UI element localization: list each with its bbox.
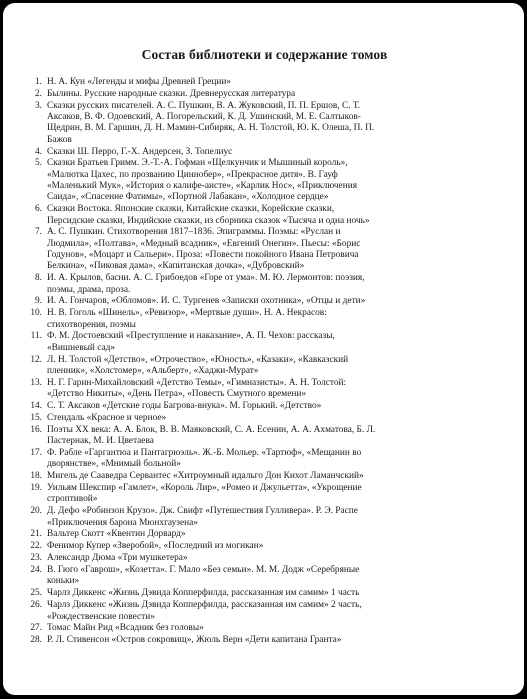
list-item	[25, 529, 504, 540]
item-text-line: коньки»	[47, 576, 80, 587]
item-number: 2.	[34, 88, 42, 99]
item-text-line: Людмила», «Полтава», «Медный всадник», «Евгений Онегин». Пьесы: «Борис	[47, 238, 361, 249]
item-text-line: В. Гюго «Гаврош», «Козетта». Г. Мало «Без семьи». М. М. Додж «Серебряные	[47, 565, 360, 576]
item-text-line: Мигель де Сааведра Сервантес «Хитроумный идальго Дон Кихот Ламанчский»	[47, 471, 364, 482]
item-number: 1.	[34, 77, 42, 87]
item-text-line: Щедрин, В. М. Гаршин, Д. Н. Мамин-Сибиряк, А. Н. Толстой, Ю. К. Олеша, П. П.	[47, 123, 375, 134]
list-item	[25, 77, 504, 88]
item-text	[47, 308, 504, 331]
item-text	[47, 413, 504, 424]
item-number: 6.	[34, 204, 42, 215]
list-item	[25, 308, 504, 331]
item-text	[47, 227, 504, 272]
item-text	[47, 101, 504, 146]
item-text	[47, 483, 504, 506]
item-number: 10.	[30, 308, 42, 319]
item-text-line: Сказки русских писателей. А. С. Пушкин, В. А. Жуковский, П. П. Ершов, С. Т.	[47, 100, 360, 111]
list-item	[25, 623, 504, 634]
item-text-line: Александр Дюма «Три мушкетера»	[47, 553, 188, 564]
item-text-line: Стендаль «Красное и черное»	[47, 412, 167, 423]
list-item	[25, 425, 504, 448]
item-text-line: строптивой»	[47, 494, 98, 505]
item-text	[47, 448, 504, 471]
list-item	[25, 600, 504, 623]
list-item	[25, 89, 504, 100]
item-text	[47, 471, 504, 482]
item-text	[47, 331, 504, 354]
item-text-line: Вальтер Скотт «Квентин Дорвард»	[47, 529, 186, 540]
item-text	[47, 273, 504, 296]
item-number: 7.	[34, 227, 42, 238]
item-number: 21.	[30, 529, 42, 540]
item-text-line: «Маленький Мук», «История о калифе-аисте», «Карлик Нос», «Приключения	[47, 181, 357, 192]
item-number: 11.	[30, 331, 42, 342]
item-text	[47, 623, 504, 634]
item-text-line: пленник», «Холстомер», «Альберт», «Хаджи-Мурат»	[47, 365, 259, 376]
item-text-line: И. А. Крылов, басни. А. С. Грибоедов «Горе от ума». М. Ю. Лермонтов: поэзия,	[47, 273, 365, 284]
item-text-line: Чарлз Диккенс «Жизнь Дэвида Копперфилда, рассказанная им самим» 1 часть	[47, 588, 360, 599]
item-text-line: Н. В. Гоголь «Шинель», «Ревизор», «Мертвые души». Н. А. Некрасов:	[47, 308, 327, 319]
list-item	[25, 471, 504, 482]
item-text-line: Томас Майн Рид «Всадник без головы»	[47, 623, 204, 634]
list-item	[25, 378, 504, 401]
item-text-line: стихотворения, поэмы	[47, 319, 136, 330]
item-text-line: «Приключения барона Мюнхгаузена»	[47, 517, 198, 528]
list-item	[25, 401, 504, 412]
list-item	[25, 413, 504, 424]
list-item	[25, 565, 504, 588]
item-text-line: Л. Н. Толстой «Детство», «Отрочество», «Юность», «Казаки», «Кавказский	[47, 354, 349, 365]
item-text	[47, 541, 504, 552]
item-text-line: Н. Г. Гарин-Михайловский «Детство Темы», «Гимназисты». А. Н. Толстой:	[47, 377, 347, 388]
list-item	[25, 448, 504, 471]
item-number: 17.	[30, 448, 42, 458]
item-text-line: Сказки Востока. Японские сказки, Китайские сказки, Корейские сказки,	[47, 204, 335, 215]
list-item	[25, 588, 504, 599]
list-item	[25, 296, 504, 307]
list-item	[25, 147, 504, 158]
item-text	[47, 204, 504, 227]
item-number: 19.	[30, 483, 42, 494]
item-text	[47, 635, 504, 646]
item-number: 24.	[30, 565, 42, 576]
item-text-line: Сказки Ш. Перро, Г.-Х. Андерсен, З. Топелиус	[47, 146, 233, 157]
item-text-line: поэмы, драма, проза.	[47, 284, 131, 295]
list-item	[25, 506, 504, 529]
item-text-line: Фенимор Купер «Зверобой», «Последний из могикан»	[47, 541, 264, 552]
item-text	[47, 529, 504, 540]
item-number: 20.	[30, 506, 42, 517]
item-number: 28.	[30, 635, 42, 646]
item-text	[47, 588, 504, 599]
item-text	[47, 600, 504, 623]
item-number: 4.	[34, 146, 42, 157]
list-item	[25, 101, 504, 146]
volume-list	[25, 77, 504, 647]
item-text	[47, 506, 504, 529]
item-text-line: С. Т. Аксаков «Детские годы Багрова-внука». М. Горький. «Детство»	[47, 401, 322, 412]
item-text-line: Бажов	[47, 134, 72, 145]
item-text-line: Былины. Русские народные сказки. Древнерусская литература	[47, 88, 296, 99]
list-item	[25, 227, 504, 272]
item-text-line: Н. А. Кун «Легенды и мифы Древней Греции»	[47, 77, 232, 87]
item-text	[47, 355, 504, 378]
item-text-line: «Детство Никиты», «День Петра», «Повесть Смутного времени»	[47, 389, 307, 400]
item-number: 15.	[30, 412, 42, 423]
list-item	[25, 635, 504, 646]
item-number: 22.	[30, 541, 42, 552]
item-number: 16.	[30, 424, 42, 435]
list-item	[25, 158, 504, 203]
item-text-line: Аксаков, В. Ф. Одоевский, А. Погорельский, К. Д. Ушинский, М. Е. Салтыков-	[47, 112, 361, 123]
item-text	[47, 553, 504, 564]
item-number: 26.	[30, 600, 42, 611]
item-text	[47, 77, 504, 88]
item-number: 23.	[30, 553, 42, 564]
document-page	[3, 3, 524, 695]
item-text-line: Уильям Шекспир «Гамлет», «Король Лир», «Ромео и Джульетта», «Укрощение	[47, 483, 362, 494]
document-title: Состав библиотеки и содержание томов	[141, 47, 388, 62]
item-text-line: И. А. Гончаров, «Обломов». И. С. Тургенев «Записки охотника», «Отцы и дети»	[47, 296, 366, 307]
item-number: 18.	[30, 471, 42, 482]
list-item	[25, 273, 504, 296]
item-text	[47, 378, 504, 401]
item-number: 5.	[34, 158, 42, 169]
list-item	[25, 331, 504, 354]
item-number: 13.	[30, 377, 42, 388]
item-text	[47, 401, 504, 412]
item-text	[47, 425, 504, 448]
list-item	[25, 483, 504, 506]
list-item	[25, 204, 504, 227]
item-text	[47, 565, 504, 588]
item-text-line: Пастернак, М. И. Цветаева	[47, 436, 154, 447]
item-text-line: «Малютка Цахес, по прозванию Циннобер», «Прекрасное дитя». В. Гауф	[47, 169, 338, 180]
item-text	[47, 296, 504, 307]
item-number: 8.	[34, 273, 42, 284]
item-text-line: Р. Л. Стивенсон «Остров сокровищ», Жюль Верн «Дети капитана Гранта»	[47, 635, 342, 646]
list-item	[25, 355, 504, 378]
item-text-line: Годунов», «Моцарт и Сальери». Проза: «Повести покойного Ивана Петровича	[47, 250, 359, 261]
item-number: 9.	[34, 296, 42, 307]
item-text-line: Д. Дефо «Робинзон Крузо». Дж. Свифт «Путешествия Гулливера». Р. Э. Распе	[47, 506, 358, 517]
item-text-line: Ф. М. Достоевский «Преступление и наказание», А. П. Чехов: рассказы,	[47, 331, 335, 342]
item-text-line: Ф. Рабле «Гаргантюа и Пантагрюэль». Ж.-Б. Мольер. «Тартюф», «Мещанин во	[47, 448, 362, 458]
item-text-line: «Вишневый сад»	[47, 342, 116, 353]
item-text	[47, 158, 504, 203]
item-number: 14.	[30, 401, 42, 412]
item-number: 3.	[34, 100, 42, 111]
item-text-line: Саида», «Спасение Фатимы», «Портной Лабакан», «Холодное сердце»	[47, 192, 329, 203]
item-number: 27.	[30, 623, 42, 634]
item-number: 25.	[30, 588, 42, 599]
item-text-line: Чарлз Диккенс «Жизнь Дэвида Копперфилда, рассказанная им самим» 2 часть,	[47, 600, 362, 611]
item-text-line: Сказки Братьев Гримм. Э.-Т.-А. Гофман «Щелкунчик и Мышиный король»,	[47, 158, 348, 169]
item-text-line: А. С. Пушкин. Стихотворения 1817–1836. Эпиграммы. Поэмы: «Руслан и	[47, 227, 341, 238]
item-text-line: дворянстве», «Мнимый больной»	[47, 459, 181, 470]
list-item	[25, 541, 504, 552]
item-number: 12.	[30, 354, 42, 365]
item-text	[47, 147, 504, 158]
item-text	[47, 89, 504, 100]
item-text-line: Белкина», «Пиковая дама», «Капитанская дочка», «Дубровский»	[47, 261, 305, 272]
item-text-line: Персидские сказки, Индийские сказки, из сборника сказок «Тысяча и одна ночь»	[47, 215, 370, 226]
list-item	[25, 553, 504, 564]
item-text-line: Поэты XX века: А. А. Блок, В. В. Маяковский, С. А. Есенин, А. А. Ахматова, Б. Л.	[47, 424, 376, 435]
item-text-line: «Рождественские повести»	[47, 611, 155, 622]
